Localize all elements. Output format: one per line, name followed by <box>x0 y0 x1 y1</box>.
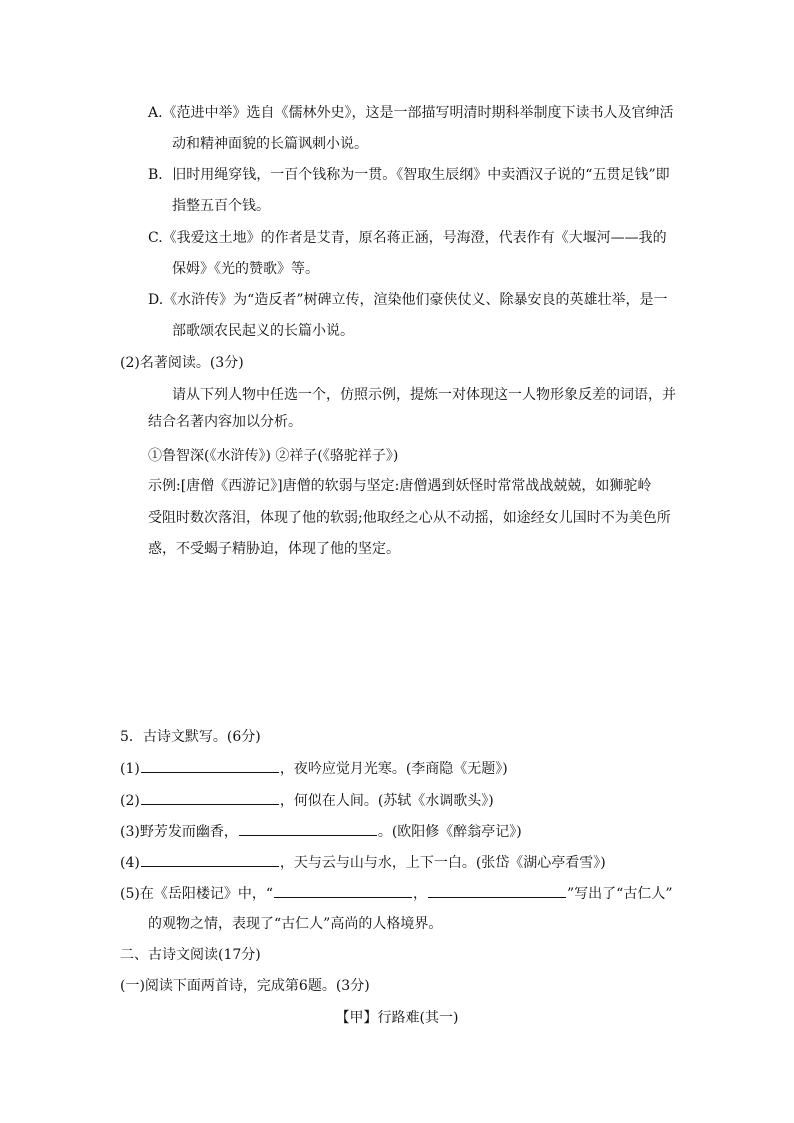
question-2-intro-line2: 结合名著内容加以分析。 <box>148 414 302 430</box>
answer-blank-4[interactable] <box>141 852 279 867</box>
question-5-line4 <box>120 852 606 872</box>
option-d-line1: D.《水浒传》为“造反者”树碑立传，渲染他们豪侠仗义、除暴安良的英雄壮举，是一 <box>148 292 668 308</box>
line3-suffix: 。(欧阳修《醉翁亭记》) <box>377 824 522 840</box>
question-5-line2 <box>120 790 494 810</box>
option-a-line2: 动和精神面貌的长篇讽刺小说。 <box>172 136 368 152</box>
option-d-line2: 部歌颂农民起义的长篇小说。 <box>172 323 354 339</box>
line5-prefix: (5)在《岳阳楼记》中，“ <box>120 886 273 902</box>
line4-text: ，天与云与山与水，上下一白。(张岱《湖心亭看雪》) <box>279 855 606 871</box>
question-2-example-line2: 受阻时数次落泪，体现了他的软弱;他取经之心从不动摇，如途经女儿国时不为美色所 <box>148 510 671 526</box>
answer-blank-5a[interactable] <box>274 883 412 898</box>
section-2-title: 二、古诗文阅读(17分) <box>120 947 261 963</box>
question-2-choices: ①鲁智深(《水浒传》) ②祥子(《骆驼祥子》) <box>148 448 399 464</box>
question-5-line1 <box>120 758 508 778</box>
question-2-title: (2)名著阅读。(3分) <box>120 355 244 371</box>
option-c-line2: 保姆》《光的赞歌》等。 <box>172 261 319 277</box>
line3-prefix: (3)野芳发而幽香， <box>120 824 238 840</box>
question-2-example-line1: 示例:[唐僧《西游记》]唐僧的软弱与坚定:唐僧遇到妖怪时常常战战兢兢，如狮驼岭 <box>148 478 652 494</box>
answer-blank-3[interactable] <box>239 821 377 836</box>
question-5-line5-continued: 的观物之情，表现了“古仁人”高尚的人格境界。 <box>148 916 443 932</box>
line1-text: ，夜吟应觉月光寒。(李商隐《无题》) <box>279 761 508 777</box>
line2-text: ，何似在人间。(苏轼《水调歌头》) <box>279 793 494 809</box>
option-a-line1: A.《范进中举》选自《儒林外史》，这是一部描写明清时期科举制度下读书人及官绅活 <box>148 105 674 121</box>
line1-number: (1) <box>120 761 140 777</box>
question-5-line5 <box>120 883 672 903</box>
option-b-line2: 指整五百个钱。 <box>172 198 270 214</box>
option-c-line1: C.《我爱这土地》的作者是艾青，原名蒋正涵，号海澄，代表作有《大堰河——我的 <box>148 230 667 246</box>
question-5-line3 <box>120 821 522 841</box>
question-2-example-line3: 惑，不受蝎子精胁迫，体现了他的坚定。 <box>148 541 400 557</box>
line5-suffix: ”写出了“古仁人” <box>567 886 673 902</box>
poem-title: 【甲】行路难(其一) <box>335 1010 459 1026</box>
answer-blank-1[interactable] <box>141 758 279 773</box>
section-2-subtitle: (一)阅读下面两首诗，完成第6题。(3分) <box>120 978 370 994</box>
line4-number: (4) <box>120 855 140 871</box>
line5-middle: ， <box>413 886 427 902</box>
question-5-title: 5．古诗文默写。(6分) <box>120 729 261 745</box>
answer-blank-5b[interactable] <box>428 883 566 898</box>
question-2-intro-line1: 请从下列人物中任选一个，仿照示例，提炼一对体现这一人物形象反差的词语，并 <box>172 387 676 403</box>
line2-number: (2) <box>120 793 140 809</box>
option-b-line1: B．旧时用绳穿钱，一百个钱称为一贯。《智取生辰纲》中卖酒汉子说的“五贯足钱”即 <box>148 167 670 183</box>
answer-blank-2[interactable] <box>141 790 279 805</box>
